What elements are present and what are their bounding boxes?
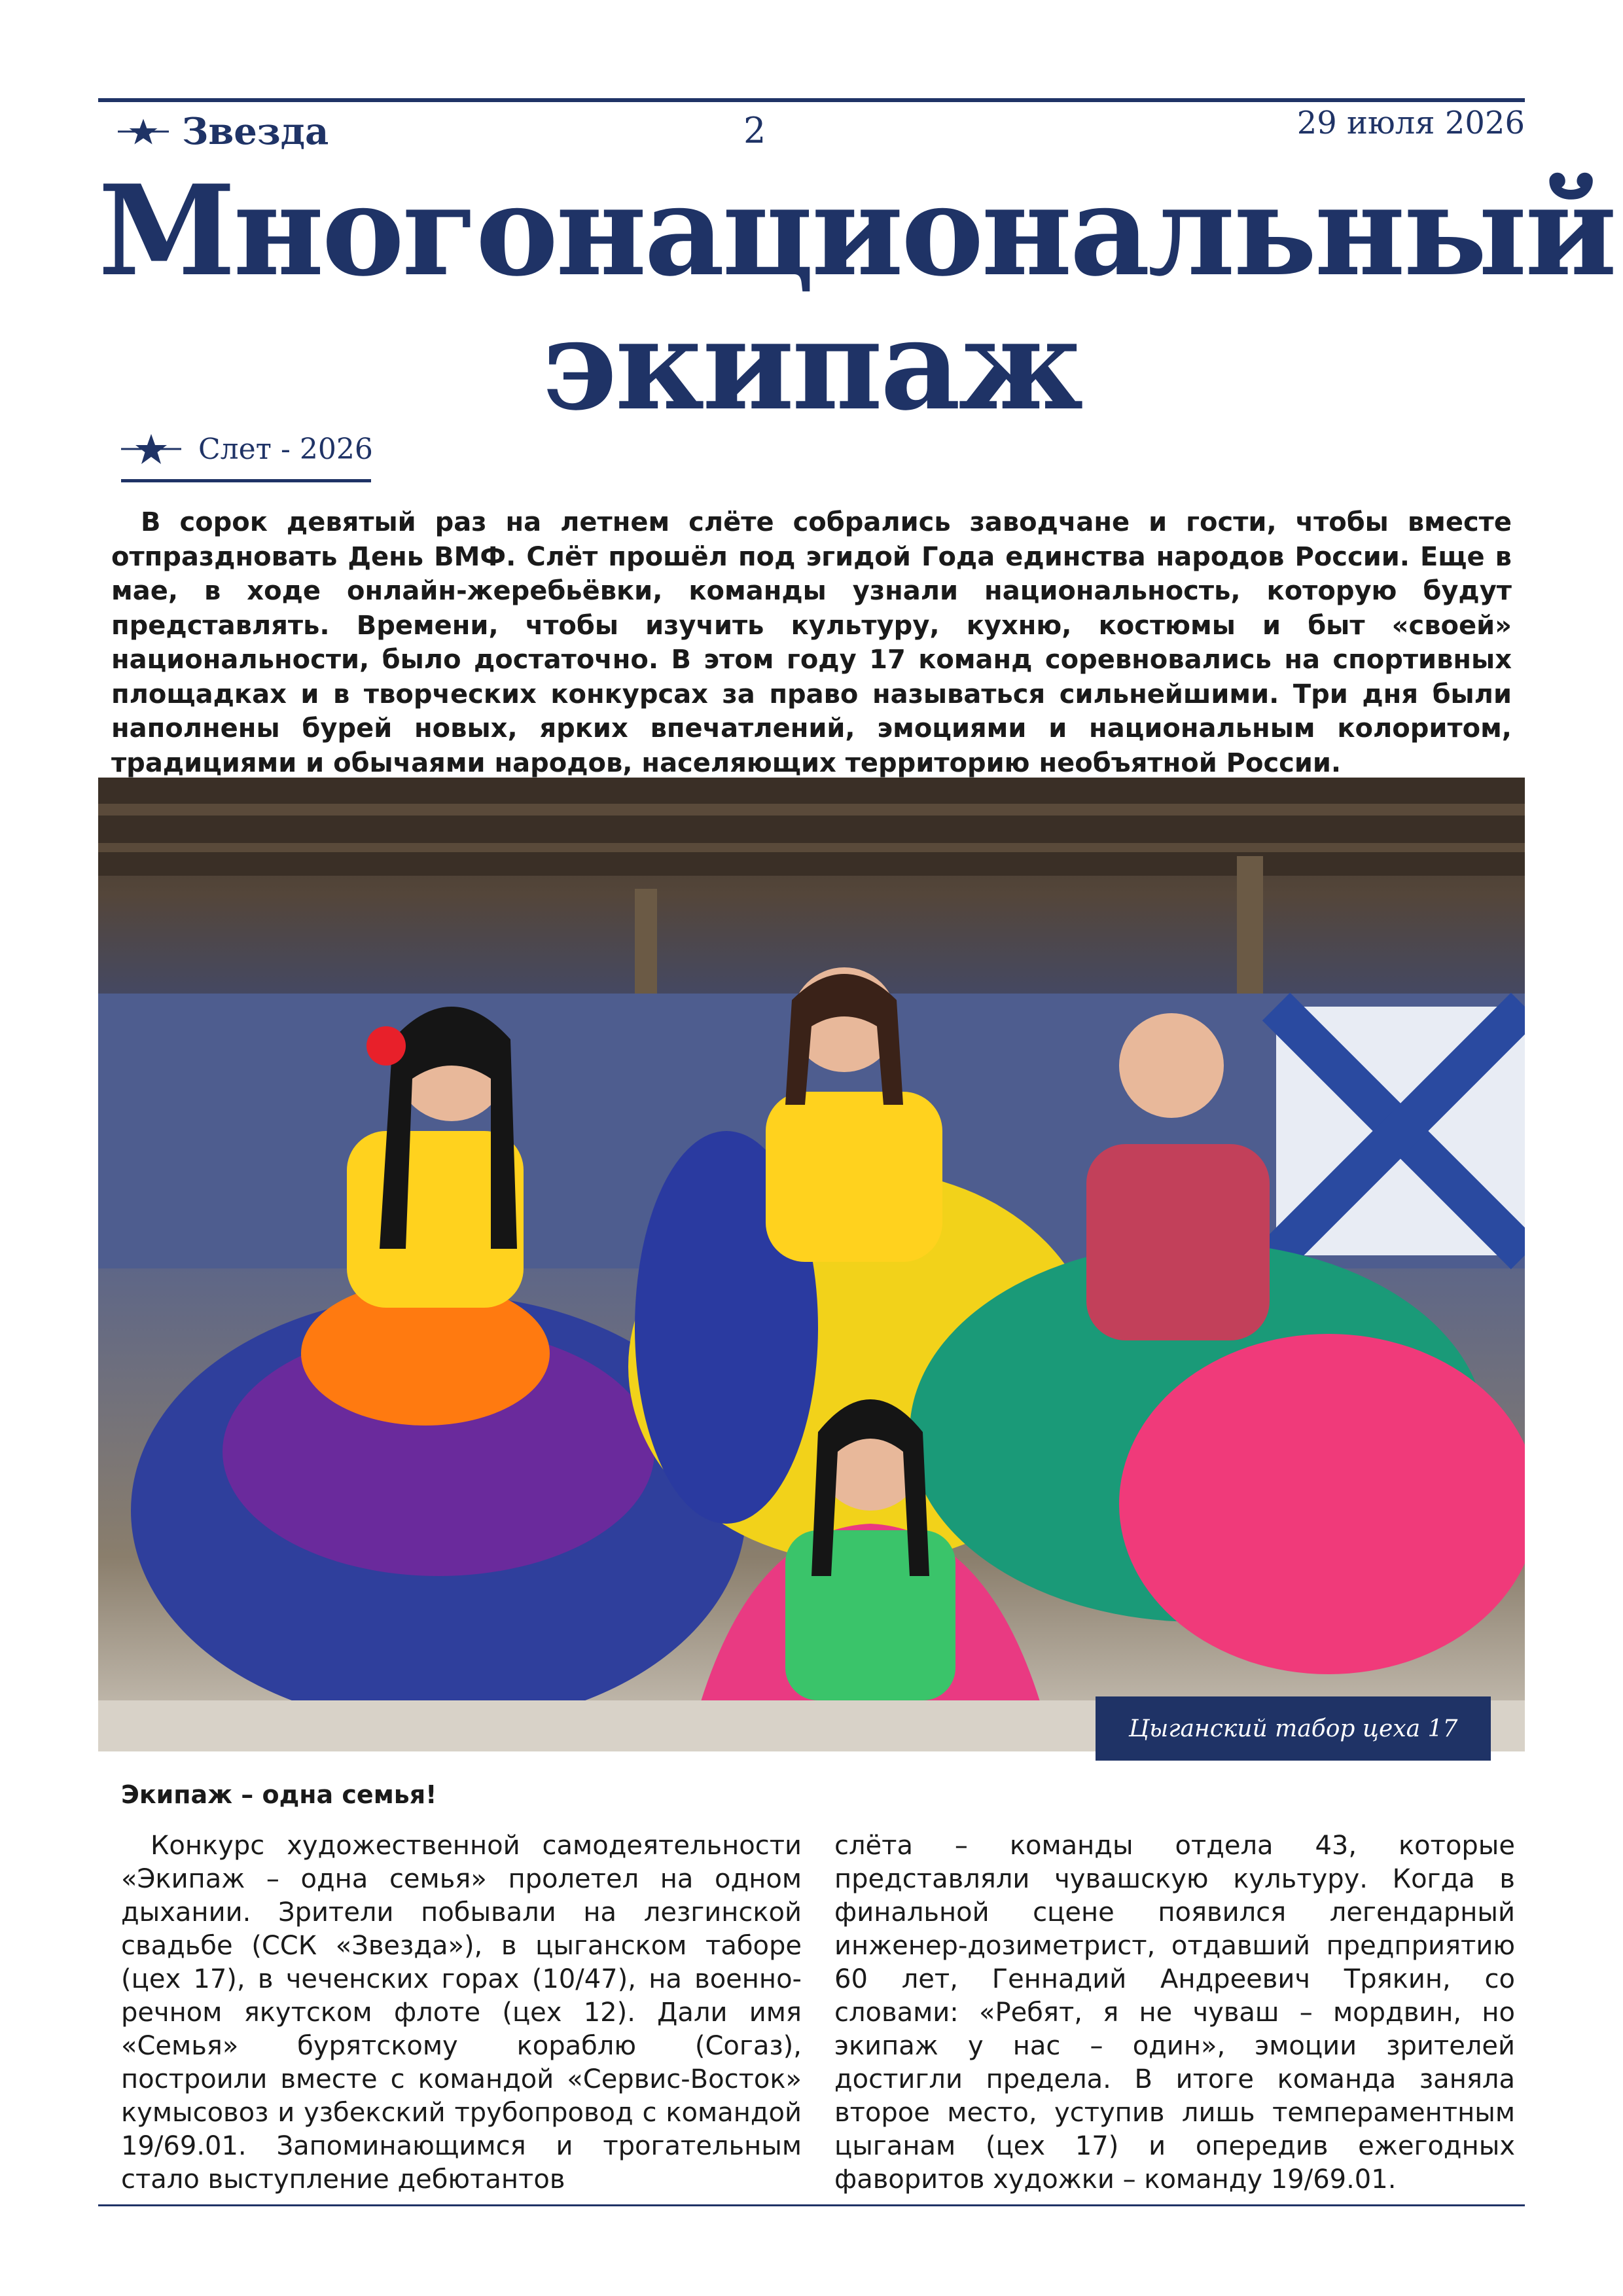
body-column-left: Конкурс художественной самодеятельности «Экипаж – одна семья» пролетел на одном дыхании. Зрители побывали на лезгинской свадьбе (ССК «Звезда»), в цыганском таборе (цех 17), в чеченских горах (10/47), на военно-речном якутском флоте (цех 12). Дали имя «Семья» бурятскому кораблю (Согаз), построили вместе с командой «Сервис-Восток» кумысовоз и узбекский трубопровод с командой 19/69.01. Запоминающимся и трогательным стало выступление дебютантов: [121, 1831, 802, 2195]
rubric-label: Слет - 2026: [198, 432, 373, 466]
rubric: [121, 432, 373, 466]
section-subheading: Экипаж – одна семья!: [121, 1780, 437, 1809]
article-photo: [98, 778, 1525, 1751]
photo-caption-text: Цыганский табор цеха 17: [1128, 1715, 1458, 1742]
star-icon: [121, 432, 181, 466]
issue-date: 29 июля 2026: [1296, 105, 1525, 141]
top-rule: [98, 98, 1525, 102]
article-headline: [98, 158, 1615, 438]
body-column-right: слёта – команды отдела 43, которые представляли чувашскую культуру. Когда в финальной сцене появился легендарный инженер-дозиметрист, отдавший предприятию 60 лет, Геннадий Андреевич Трякин, со словами: «Ребят, я не чуваш – мордвин, но экипаж у нас – один», эмоции зрителей достигли предела. В итоге команда заняла второе место, уступив лишь темпераментным цыганам (цех 17) и опередив ежегодных фаворитов художки – команду 19/69.01.: [834, 1831, 1515, 2195]
dancers-illustration: [98, 778, 1525, 1751]
bottom-rule: [98, 2204, 1525, 2206]
rubric-underline: [121, 479, 371, 482]
headline-line-2: экипаж: [542, 292, 1081, 438]
page-number: 2: [743, 110, 766, 151]
article-lead: В сорок девятый раз на летнем слёте собрались заводчане и гости, чтобы вместе отпраздновать День ВМФ. Слёт прошёл под эгидой Года единства народов России. Еще в мае, в ходе онлайн-жеребьёвки, команды узнали национальность, которую будут представлять. Времени, чтобы изучить культуру, кухню, костюмы и быт «своей» национальности, было достаточно. В этом году 17 команд соревновались на спортивных площадках и в творческих конкурсах за право называться сильнейшими. Три дня были наполнены бурей новых, ярких впечатлений, эмоциями и национальным колоритом, традициями и обычаями народов, населяющих территорию необъятной России.: [111, 507, 1512, 778]
star-icon: [118, 116, 169, 147]
newspaper-name: Звезда: [182, 110, 329, 153]
photo-caption: [1096, 1696, 1491, 1761]
masthead: [118, 110, 329, 153]
headline-line-1: Многонациональный: [98, 158, 1615, 304]
